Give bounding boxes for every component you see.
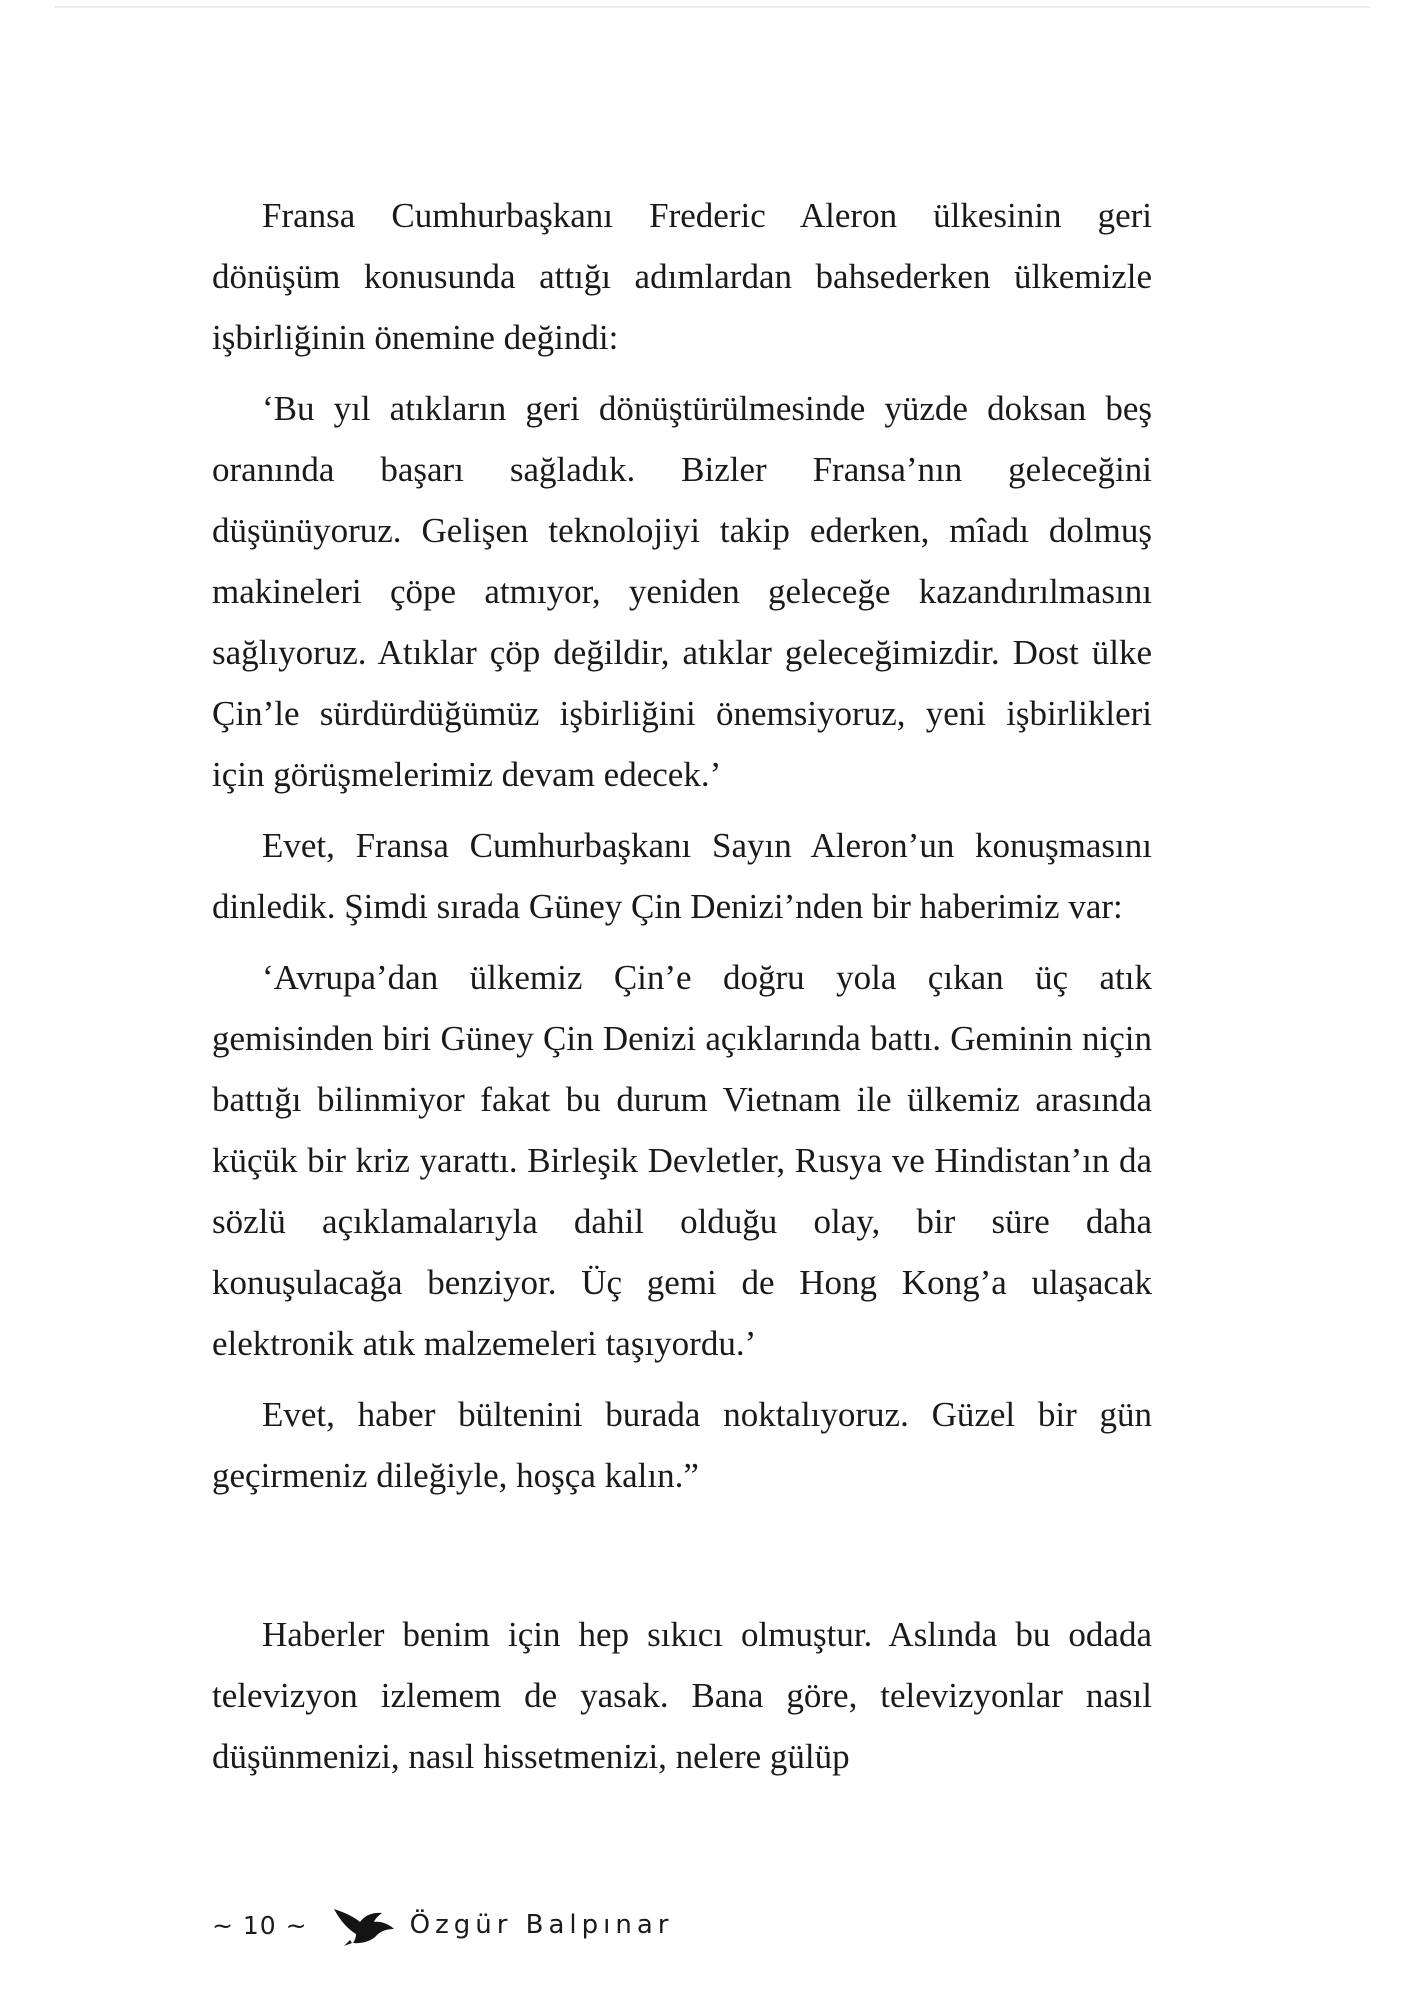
paragraph-4: ‘Avrupa’dan ülkemiz Çin’e doğru yola çıkan üç atık gemisinden biri Güney Çin Denizi açıklarında battı. Geminin niçin battığı bilinmiyor fakat bu durum Vietnam ile ülkemiz arasında küçük bir kriz yarattı. Birleşik Devletler, Rusya ve Hindistan’ın da sözlü açıklamalarıyla dahil olduğu olay, bir süre daha konuşulacağa benziyor. Üç gemi de Hong Kong’a ulaşacak elektronik atık malzemeleri taşıyordu.’: [212, 958, 1152, 1363]
swallow-bird-icon: [332, 1903, 396, 1947]
top-divider: [55, 6, 1370, 8]
page-body-text: [212, 185, 1152, 1797]
paragraph-2: ‘Bu yıl atıkların geri dönüştürülmesinde yüzde doksan beş oranında başarı sağladık. Bizler Fransa’nın geleceğini düşünüyoruz. Gelişen teknolojiyi takip ederken, mîadı dolmuş makineleri çöpe atmıyor, yeniden geleceğe kazandırılmasını sağlıyoruz. Atıklar çöp değildir, atıklar geleceğimizdir. Dost ülke Çin’le sürdürdüğümüz işbirliğini önemsiyoruz, yeni işbirlikleri için görüşmelerimiz devam edecek.’: [212, 389, 1152, 794]
paragraph-3: Evet, Fransa Cumhurbaşkanı Sayın Aleron’un konuşmasını dinledik. Şimdi sırada Güney Çin Denizi’nden bir haberimiz var:: [212, 826, 1152, 926]
paragraph-5: Evet, haber bültenini burada noktalıyoruz. Güzel bir gün geçirmeniz dileğiyle, hoşça kalın.”: [212, 1395, 1152, 1495]
author-name: Özgür Balpınar: [409, 1910, 674, 1940]
page-footer: [212, 1895, 673, 1955]
paragraph-1: Fransa Cumhurbaşkanı Frederic Aleron ülkesinin geri dönüşüm konusunda attığı adımlardan bahsederken ülkemizle işbirliğinin önemine değindi:: [212, 196, 1152, 357]
page-number: ~ 10 ~: [212, 1910, 308, 1940]
paragraph-6: Haberler benim için hep sıkıcı olmuştur. Aslında bu odada televizyon izlemem de yasak. Bana göre, televizyonlar nasıl düşünmenizi, nasıl hissetmenizi, nelere gülüp: [212, 1615, 1152, 1776]
